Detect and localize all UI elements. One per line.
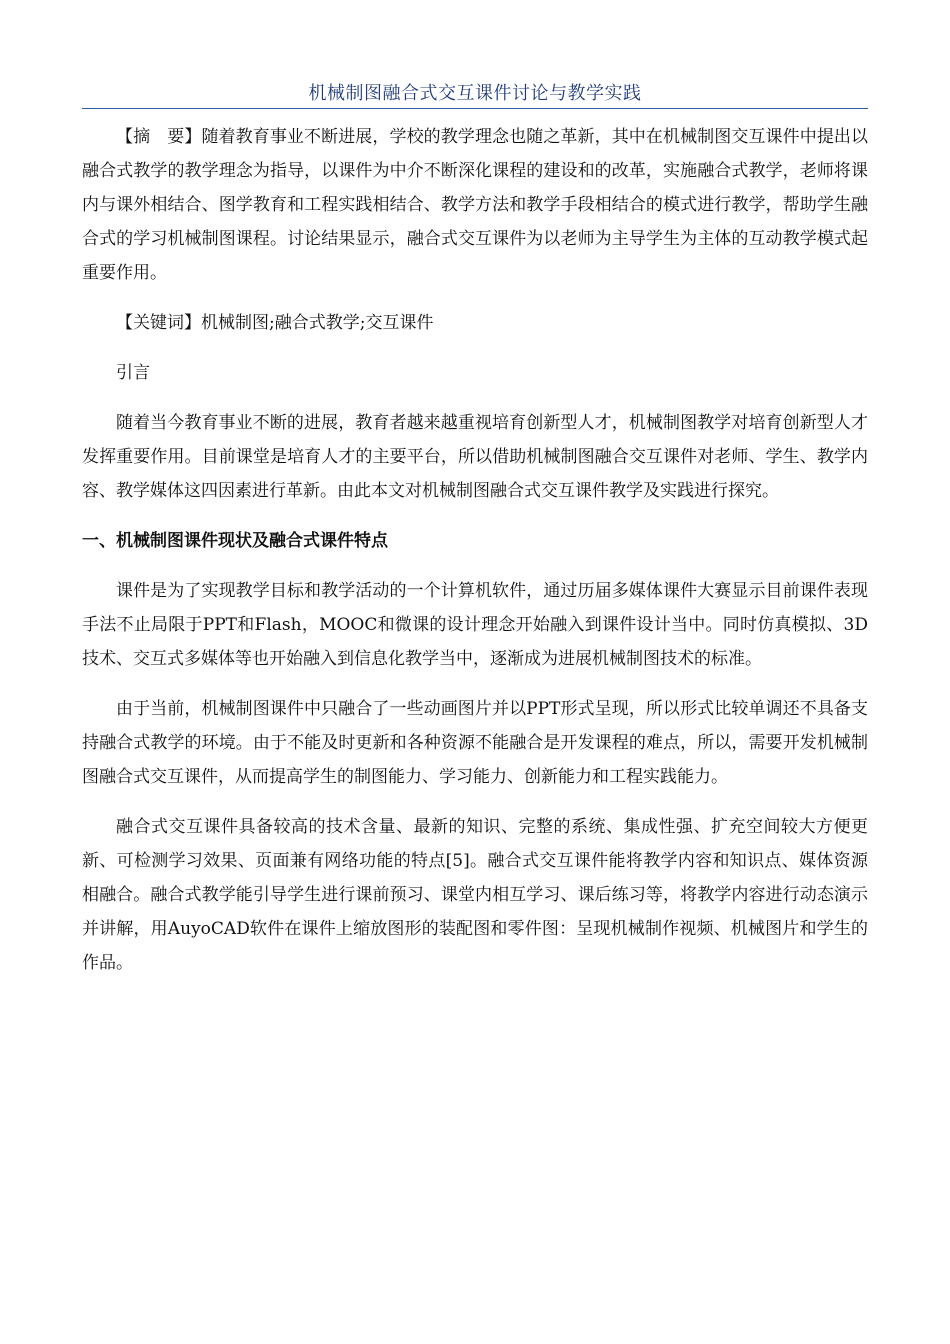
keywords-label: 【关键词】 bbox=[116, 313, 201, 333]
section1-paragraph-3: 融合式交互课件具备较高的技术含量、最新的知识、完整的系统、集成性强、扩充空间较大方便更新、可检测学习效果、页面兼有网络功能的特点[5]。融合式交互课件能将教学内容和知识点、媒体资源相融合。融合式教学能引导学生进行课前预习、课堂内相互学习、课后练习等，将教学内容进行动态演示并讲解，用AuyoCAD软件在课件上缩放图形的装配图和零件图：呈现机械制作视频、机械图片和学生的作品。 bbox=[82, 817, 868, 973]
section1-heading: 一、机械制图课件现状及融合式课件特点 bbox=[82, 531, 388, 551]
abstract-paragraph bbox=[82, 120, 868, 290]
section1-paragraph-1: 课件是为了实现教学目标和教学活动的一个计算机软件，通过历届多媒体课件大赛显示目前课件表现手法不止局限于PPT和Flash，MOOC和微课的设计理念开始融入到课件设计当中。同时仿真模拟、3D技术、交互式多媒体等也开始融入到信息化教学当中，逐渐成为进展机械制图技术的标准。 bbox=[82, 581, 868, 669]
section1-paragraph-2: 由于当前，机械制图课件中只融合了一些动画图片并以PPT形式呈现，所以形式比较单调还不具备支持融合式教学的环境。由于不能及时更新和各种资源不能融合是开发课程的难点，所以，需要开发机械制图融合式交互课件，从而提高学生的制图能力、学习能力、创新能力和工程实践能力。 bbox=[82, 699, 868, 787]
abstract-label: 【摘 要】 bbox=[116, 127, 202, 147]
intro-paragraph: 随着当今教育事业不断的进展，教育者越来越重视培育创新型人才，机械制图教学对培育创新型人才发挥重要作用。目前课堂是培育人才的主要平台，所以借助机械制图融合交互课件对老师、学生、教学内容、教学媒体这四因素进行革新。由此本文对机械制图融合式交互课件教学及实践进行探究。 bbox=[82, 413, 868, 501]
abstract-text: 随着教育事业不断进展，学校的教学理念也随之革新，其中在机械制图交互课件中提出以融合式教学的教学理念为指导，以课件为中介不断深化课程的建设和的改革，实施融合式教学，老师将课内与课外相结合、图学教育和工程实践相结合、教学方法和教学手段相结合的模式进行教学，帮助学生融合式的学习机械制图课程。讨论结果显示，融合式交互课件为以老师为主导学生为主体的互动教学模式起重要作用。 bbox=[82, 127, 869, 283]
document-title: 机械制图融合式交互课件讨论与教学实践 bbox=[308, 83, 642, 104]
document-body bbox=[82, 120, 868, 996]
keywords-text: 机械制图;融合式教学;交互课件 bbox=[201, 313, 434, 333]
title-rule bbox=[82, 108, 868, 109]
intro-heading: 引言 bbox=[116, 363, 150, 383]
keywords-paragraph bbox=[82, 306, 868, 340]
